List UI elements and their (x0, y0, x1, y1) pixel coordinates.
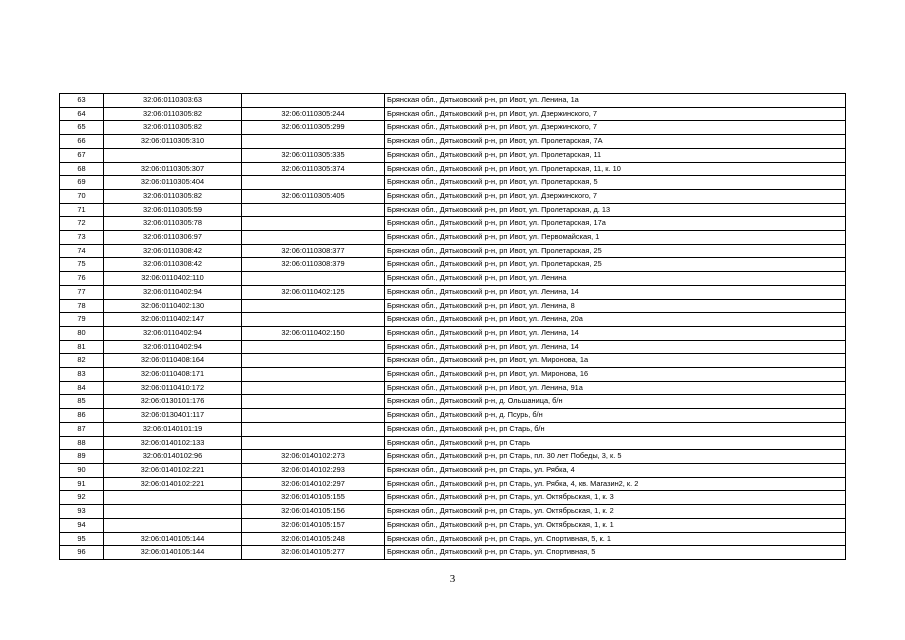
table-row (60, 518, 846, 532)
address-cell: Брянская обл., Дятьковский р-н, рп Старь (385, 436, 846, 450)
table-row (60, 135, 846, 149)
table-row (60, 463, 846, 477)
object-cadastral-number-cell: 32:06:0110305:244 (242, 107, 385, 121)
address-cell: Брянская обл., Дятьковский р-н, рп Ивот, ул. Ленина, 14 (385, 340, 846, 354)
cadastral-number-cell: 32:06:0140102:96 (104, 450, 242, 464)
row-number-cell: 89 (60, 450, 104, 464)
table-row (60, 313, 846, 327)
row-number-cell: 74 (60, 244, 104, 258)
object-cadastral-number-cell (242, 354, 385, 368)
address-cell: Брянская обл., Дятьковский р-н, рп Ивот, ул. Пролетарская, 7А (385, 135, 846, 149)
cadastral-number-cell: 32:06:0110305:82 (104, 107, 242, 121)
row-number-cell: 80 (60, 326, 104, 340)
cadastral-number-cell: 32:06:0110402:94 (104, 326, 242, 340)
table-row (60, 340, 846, 354)
row-number-cell: 67 (60, 148, 104, 162)
table-row (60, 395, 846, 409)
address-cell: Брянская обл., Дятьковский р-н, рп Ивот, ул. Ленина, 91а (385, 381, 846, 395)
cadastral-number-cell: 32:06:0130401:117 (104, 409, 242, 423)
cadastral-number-cell (104, 491, 242, 505)
object-cadastral-number-cell: 32:06:0110305:405 (242, 189, 385, 203)
table-row (60, 244, 846, 258)
object-cadastral-number-cell: 32:06:0110305:374 (242, 162, 385, 176)
address-cell: Брянская обл., Дятьковский р-н, рп Ивот, ул. Ленина, 14 (385, 285, 846, 299)
table-row (60, 299, 846, 313)
address-cell: Брянская обл., Дятьковский р-н, рп Ивот, ул. Пролетарская, 25 (385, 258, 846, 272)
address-cell: Брянская обл., Дятьковский р-н, рп Ивот, ул. Пролетарская, 11 (385, 148, 846, 162)
address-cell: Брянская обл., Дятьковский р-н, рп Ивот, ул. Дзержинского, 7 (385, 107, 846, 121)
row-number-cell: 71 (60, 203, 104, 217)
table-row (60, 409, 846, 423)
table-row (60, 422, 846, 436)
row-number-cell: 96 (60, 546, 104, 560)
cadastral-number-cell: 32:06:0110305:310 (104, 135, 242, 149)
table-row (60, 285, 846, 299)
object-cadastral-number-cell (242, 381, 385, 395)
object-cadastral-number-cell: 32:06:0140105:248 (242, 532, 385, 546)
cadastral-number-cell: 32:06:0110408:171 (104, 368, 242, 382)
address-cell: Брянская обл., Дятьковский р-н, рп Ивот, ул. Пролетарская, 5 (385, 176, 846, 190)
cadastral-number-cell: 32:06:0140105:144 (104, 532, 242, 546)
address-cell: Брянская обл., Дятьковский р-н, рп Старь, ул. Рябка, 4, кв. Магазин2, к. 2 (385, 477, 846, 491)
row-number-cell: 84 (60, 381, 104, 395)
address-cell: Брянская обл., Дятьковский р-н, д. Псурь, б/н (385, 409, 846, 423)
cadastral-number-cell: 32:06:0110402:147 (104, 313, 242, 327)
object-cadastral-number-cell (242, 203, 385, 217)
address-cell: Брянская обл., Дятьковский р-н, рп Старь, б/н (385, 422, 846, 436)
cadastral-number-cell: 32:06:0110402:94 (104, 285, 242, 299)
row-number-cell: 64 (60, 107, 104, 121)
object-cadastral-number-cell (242, 176, 385, 190)
address-cell: Брянская обл., Дятьковский р-н, рп Старь, ул. Спортивная, 5 (385, 546, 846, 560)
address-cell: Брянская обл., Дятьковский р-н, рп Ивот, ул. Ленина, 14 (385, 326, 846, 340)
row-number-cell: 70 (60, 189, 104, 203)
cadastral-number-cell (104, 148, 242, 162)
property-table (59, 93, 846, 560)
object-cadastral-number-cell (242, 409, 385, 423)
object-cadastral-number-cell (242, 436, 385, 450)
row-number-cell: 88 (60, 436, 104, 450)
row-number-cell: 68 (60, 162, 104, 176)
address-cell: Брянская обл., Дятьковский р-н, рп Ивот, ул. Миронова, 1а (385, 354, 846, 368)
cadastral-number-cell: 32:06:0110305:78 (104, 217, 242, 231)
address-cell: Брянская обл., Дятьковский р-н, рп Ивот, ул. Ленина (385, 272, 846, 286)
object-cadastral-number-cell: 32:06:0110305:299 (242, 121, 385, 135)
page-number: 3 (449, 573, 456, 585)
table-row (60, 162, 846, 176)
table-row (60, 477, 846, 491)
row-number-cell: 79 (60, 313, 104, 327)
table-row (60, 354, 846, 368)
row-number-cell: 87 (60, 422, 104, 436)
address-cell: Брянская обл., Дятьковский р-н, рп Ивот, ул. Пролетарская, д. 13 (385, 203, 846, 217)
cadastral-number-cell: 32:06:0110402:110 (104, 272, 242, 286)
address-cell: Брянская обл., Дятьковский р-н, рп Старь, ул. Октябрьская, 1, к. 3 (385, 491, 846, 505)
address-cell: Брянская обл., Дятьковский р-н, рп Ивот, ул. Пролетарская, 25 (385, 244, 846, 258)
object-cadastral-number-cell: 32:06:0140105:156 (242, 505, 385, 519)
property-table-body (60, 94, 846, 560)
object-cadastral-number-cell (242, 395, 385, 409)
object-cadastral-number-cell: 32:06:0140102:293 (242, 463, 385, 477)
table-row (60, 203, 846, 217)
row-number-cell: 91 (60, 477, 104, 491)
address-cell: Брянская обл., Дятьковский р-н, рп Ивот, ул. Ленина, 1а (385, 94, 846, 108)
table-row (60, 505, 846, 519)
object-cadastral-number-cell (242, 272, 385, 286)
object-cadastral-number-cell: 32:06:0140105:155 (242, 491, 385, 505)
address-cell: Брянская обл., Дятьковский р-н, рп Старь, ул. Октябрьская, 1, к. 1 (385, 518, 846, 532)
address-cell: Брянская обл., Дятьковский р-н, рп Ивот, ул. Дзержинского, 7 (385, 189, 846, 203)
table-row (60, 176, 846, 190)
cadastral-number-cell: 32:06:0130101:176 (104, 395, 242, 409)
object-cadastral-number-cell (242, 340, 385, 354)
cadastral-number-cell: 32:06:0110305:404 (104, 176, 242, 190)
table-row (60, 491, 846, 505)
table-row (60, 436, 846, 450)
cadastral-number-cell: 32:06:0140102:133 (104, 436, 242, 450)
address-cell: Брянская обл., Дятьковский р-н, рп Ивот, ул. Дзержинского, 7 (385, 121, 846, 135)
object-cadastral-number-cell (242, 135, 385, 149)
row-number-cell: 72 (60, 217, 104, 231)
row-number-cell: 76 (60, 272, 104, 286)
object-cadastral-number-cell: 32:06:0110308:379 (242, 258, 385, 272)
address-cell: Брянская обл., Дятьковский р-н, рп Ивот, ул. Пролетарская, 11, к. 10 (385, 162, 846, 176)
cadastral-number-cell: 32:06:0110305:307 (104, 162, 242, 176)
object-cadastral-number-cell: 32:06:0140105:157 (242, 518, 385, 532)
cadastral-number-cell: 32:06:0110408:164 (104, 354, 242, 368)
object-cadastral-number-cell: 32:06:0110402:125 (242, 285, 385, 299)
row-number-cell: 69 (60, 176, 104, 190)
cadastral-number-cell: 32:06:0110308:42 (104, 258, 242, 272)
table-row (60, 450, 846, 464)
row-number-cell: 73 (60, 231, 104, 245)
object-cadastral-number-cell (242, 313, 385, 327)
object-cadastral-number-cell (242, 94, 385, 108)
address-cell: Брянская обл., Дятьковский р-н, рп Старь, ул. Октябрьская, 1, к. 2 (385, 505, 846, 519)
object-cadastral-number-cell (242, 231, 385, 245)
cadastral-number-cell: 32:06:0110402:130 (104, 299, 242, 313)
cadastral-number-cell: 32:06:0110402:94 (104, 340, 242, 354)
address-cell: Брянская обл., Дятьковский р-н, рп Старь, пл. 30 лет Победы, 3, к. 5 (385, 450, 846, 464)
row-number-cell: 90 (60, 463, 104, 477)
table-row (60, 368, 846, 382)
cadastral-number-cell: 32:06:0110303:63 (104, 94, 242, 108)
object-cadastral-number-cell (242, 368, 385, 382)
address-cell: Брянская обл., Дятьковский р-н, д. Ольшаница, б/н (385, 395, 846, 409)
address-cell: Брянская обл., Дятьковский р-н, рп Старь, ул. Рябка, 4 (385, 463, 846, 477)
row-number-cell: 95 (60, 532, 104, 546)
address-cell: Брянская обл., Дятьковский р-н, рп Ивот, ул. Ленина, 8 (385, 299, 846, 313)
object-cadastral-number-cell (242, 422, 385, 436)
table-row (60, 217, 846, 231)
cadastral-number-cell: 32:06:0140102:221 (104, 477, 242, 491)
object-cadastral-number-cell (242, 299, 385, 313)
object-cadastral-number-cell: 32:06:0110305:335 (242, 148, 385, 162)
cadastral-number-cell: 32:06:0110305:82 (104, 189, 242, 203)
table-row (60, 258, 846, 272)
cadastral-number-cell: 32:06:0140102:221 (104, 463, 242, 477)
table-row (60, 148, 846, 162)
cadastral-number-cell (104, 505, 242, 519)
table-row (60, 231, 846, 245)
address-cell: Брянская обл., Дятьковский р-н, рп Старь, ул. Спортивная, 5, к. 1 (385, 532, 846, 546)
cadastral-number-cell: 32:06:0140101:19 (104, 422, 242, 436)
row-number-cell: 94 (60, 518, 104, 532)
object-cadastral-number-cell: 32:06:0140105:277 (242, 546, 385, 560)
address-cell: Брянская обл., Дятьковский р-н, рп Ивот, ул. Ленина, 20а (385, 313, 846, 327)
row-number-cell: 78 (60, 299, 104, 313)
cadastral-number-cell: 32:06:0110305:59 (104, 203, 242, 217)
table-row (60, 94, 846, 108)
row-number-cell: 85 (60, 395, 104, 409)
address-cell: Брянская обл., Дятьковский р-н, рп Ивот, ул. Пролетарская, 17а (385, 217, 846, 231)
cadastral-number-cell: 32:06:0110308:42 (104, 244, 242, 258)
cadastral-number-cell: 32:06:0110306:97 (104, 231, 242, 245)
table-row (60, 532, 846, 546)
table-row (60, 189, 846, 203)
cadastral-number-cell: 32:06:0110410:172 (104, 381, 242, 395)
row-number-cell: 63 (60, 94, 104, 108)
table-row (60, 546, 846, 560)
object-cadastral-number-cell: 32:06:0110402:150 (242, 326, 385, 340)
cadastral-number-cell: 32:06:0140105:144 (104, 546, 242, 560)
address-cell: Брянская обл., Дятьковский р-н, рп Ивот, ул. Миронова, 16 (385, 368, 846, 382)
address-cell: Брянская обл., Дятьковский р-н, рп Ивот, ул. Первомайская, 1 (385, 231, 846, 245)
object-cadastral-number-cell: 32:06:0140102:273 (242, 450, 385, 464)
row-number-cell: 92 (60, 491, 104, 505)
object-cadastral-number-cell: 32:06:0140102:297 (242, 477, 385, 491)
row-number-cell: 93 (60, 505, 104, 519)
row-number-cell: 83 (60, 368, 104, 382)
cadastral-number-cell (104, 518, 242, 532)
row-number-cell: 86 (60, 409, 104, 423)
table-row (60, 381, 846, 395)
row-number-cell: 77 (60, 285, 104, 299)
row-number-cell: 82 (60, 354, 104, 368)
table-row (60, 121, 846, 135)
row-number-cell: 66 (60, 135, 104, 149)
table-row (60, 326, 846, 340)
table-row (60, 272, 846, 286)
row-number-cell: 81 (60, 340, 104, 354)
row-number-cell: 65 (60, 121, 104, 135)
object-cadastral-number-cell (242, 217, 385, 231)
object-cadastral-number-cell: 32:06:0110308:377 (242, 244, 385, 258)
row-number-cell: 75 (60, 258, 104, 272)
table-row (60, 107, 846, 121)
document-page (59, 93, 845, 560)
cadastral-number-cell: 32:06:0110305:82 (104, 121, 242, 135)
